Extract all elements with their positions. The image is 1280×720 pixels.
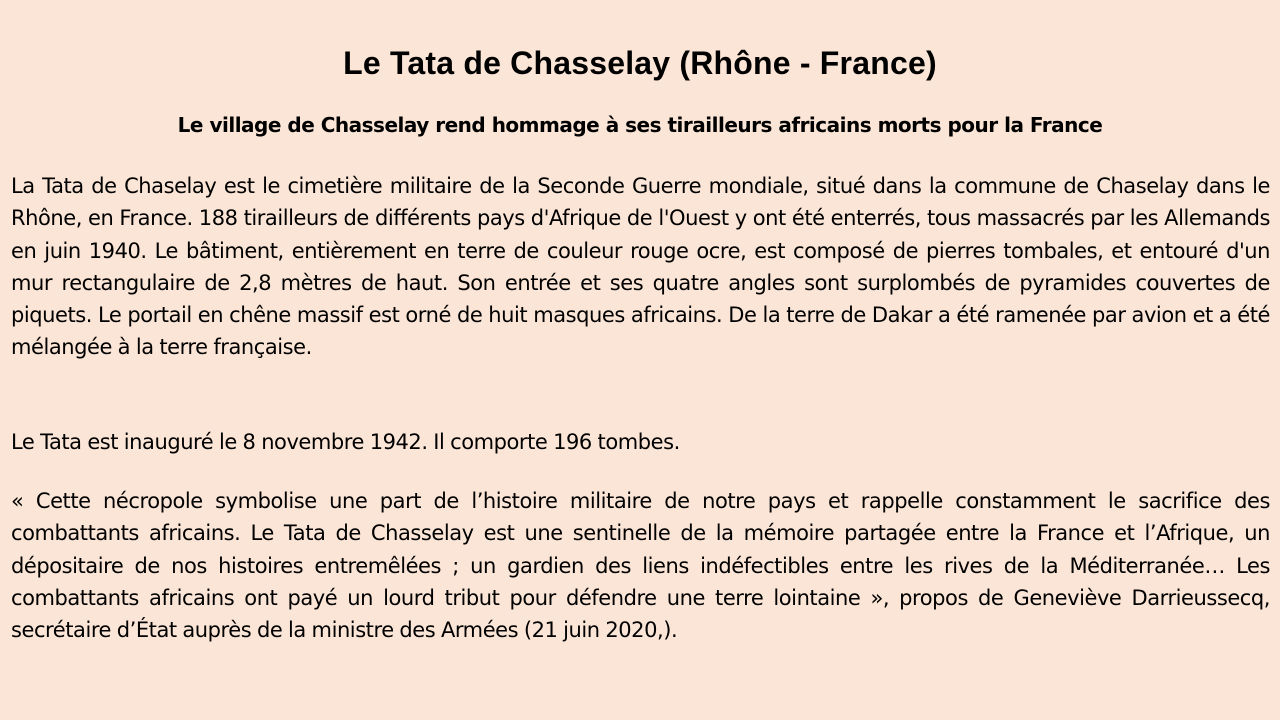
paragraph-quote: « Cette nécropole symbolise une part de l’histoire militaire de notre pays et rappelle constamment le sacrifice des combattants africains. Le Tata de Chasselay est une sentinelle de la mémoire partagée entre la France et l’Afrique, un dépositaire de nos histoires entremêlées ; un gardien des liens indéfectibles entre les rives de la Méditerranée… Les combattants africains ont payé un lourd tribut pour défendre une terre lointaine », propos de Geneviève Darrieussecq, secrétaire d’État auprès de la ministre des Armées (21 juin 2020,). (11, 489, 1270, 643)
slide-subtitle: Le village de Chasselay rend hommage à ses tirailleurs africains morts pour la France (177, 113, 1103, 137)
paragraph-description: La Tata de Chaselay est le cimetière militaire de la Seconde Guerre mondiale, situé dans la commune de Chaselay dans le Rhône, en France. 188 tirailleurs de différents pays d'Afrique de l'Ouest y ont été enterrés, tous massacrés par les Allemands en juin 1940. Le bâtiment, entièrement en terre de couleur rouge ocre, est composé de pierres tombales, et entouré d'un mur rectangulaire de 2,8 mètres de haut. Son entrée et ses quatre angles sont surplombés de pyramides couvertes de piquets. Le portail en chêne massif est orné de huit masques africains. De la terre de Dakar a été ramenée par avion et a été mélangée à la terre française. (11, 174, 1270, 360)
paragraph-inauguration: Le Tata est inauguré le 8 novembre 1942. Il comporte 196 tombes. (11, 430, 680, 454)
slide-title: Le Tata de Chasselay (Rhône - France) (343, 45, 937, 81)
